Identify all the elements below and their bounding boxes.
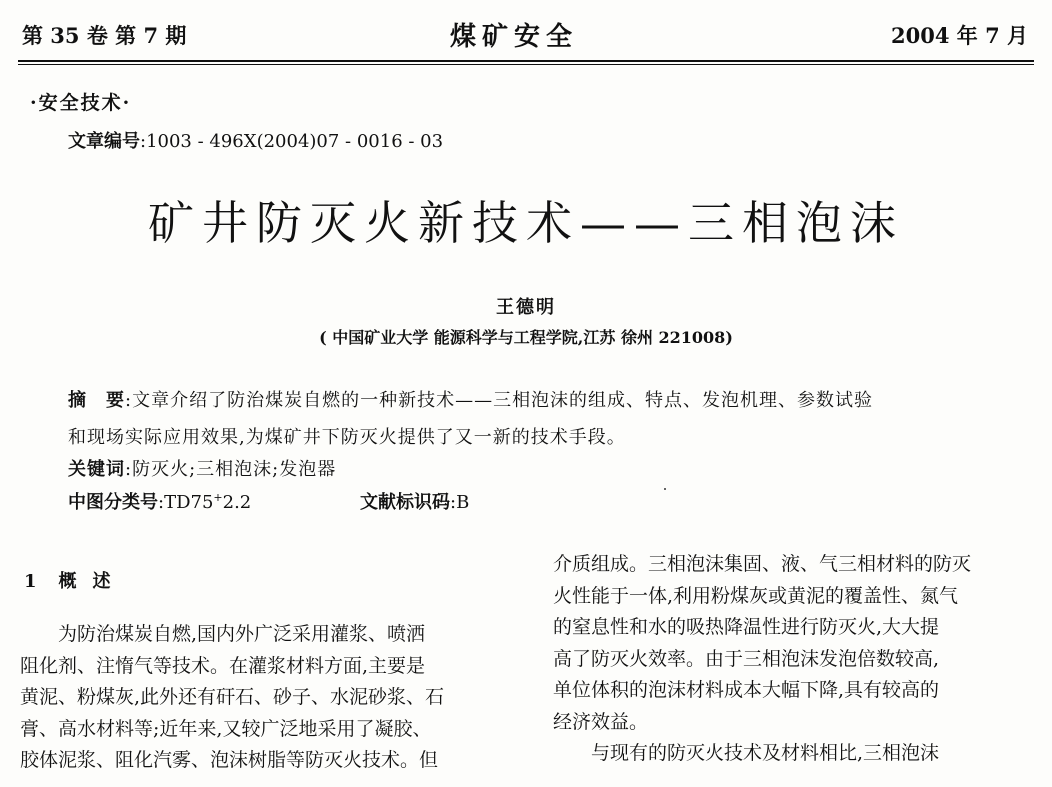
section-title: 概述 [58, 571, 127, 592]
right-line: 的窒息性和水的吸热降温性进行防灭火,大大提 [553, 616, 940, 638]
scan-speck [664, 488, 666, 490]
document-code-value: :B [450, 492, 470, 513]
article-number-value: :1003 - 496X(2004)07 - 0016 - 03 [140, 131, 444, 152]
right-line: 与现有的防灭火技术及材料相比,三相泡沫 [553, 742, 940, 764]
classification-sup: + [213, 491, 223, 504]
header-rule-thin [18, 64, 1034, 65]
left-line: 阻化剂、注惰气等技术。在灌浆材料方面,主要是 [20, 654, 426, 677]
classification-value: :TD75 [158, 492, 214, 513]
left-line: 膏、高水材料等;近年来,又较广泛地采用了凝胶、 [20, 717, 432, 740]
classification [68, 488, 251, 514]
abstract-label: 摘 要 [68, 390, 125, 411]
abstract-line-2: 和现场实际应用效果,为煤矿井下防灭火提供了又一新的技术手段。 [68, 427, 626, 448]
section-tag: ·安全技术· [30, 92, 132, 114]
author: 王德明 [496, 297, 556, 318]
right-line: 单位体积的泡沫材料成本大幅下降,具有较高的 [553, 679, 940, 701]
keywords [68, 455, 336, 481]
right-column [553, 549, 1023, 770]
article-number [68, 127, 443, 153]
header-rule-thick [18, 60, 1034, 62]
classification-suffix: 2.2 [222, 492, 252, 513]
affiliation: ( 中国矿业大学 能源科学与工程学院,江苏 徐州 221008) [319, 328, 733, 347]
left-line: 黄泥、粉煤灰,此外还有矸石、砂子、水泥砂浆、石 [20, 686, 445, 708]
keywords-value: :防灭火;三相泡沫;发泡器 [125, 459, 337, 480]
right-line: 高了防灭火效率。由于三相泡沫发泡倍数较高, [553, 647, 940, 670]
journal-date: 2004 年 7 月 [891, 23, 1028, 48]
document-code-label: 文献标识码 [360, 492, 450, 513]
journal-issue: 第 35 卷 第 7 期 [22, 23, 187, 48]
left-line: 胶体泥浆、阻化汽雾、泡沫树脂等防灭火技术。但 [20, 749, 439, 771]
section-heading [24, 567, 127, 593]
left-line: 为防治煤炭自燃,国内外广泛采用灌浆、喷洒 [20, 623, 426, 645]
paper-title: 矿井防灭火新技术——三相泡沫 [148, 196, 904, 250]
abstract-text-1: :文章介绍了防治煤炭自燃的一种新技术——三相泡沫的组成、特点、发泡机理、参数试验 [125, 390, 874, 411]
right-line: 介质组成。三相泡沫集固、液、气三相材料的防灭 [553, 553, 972, 575]
right-line: 经济效益。 [553, 710, 649, 733]
keywords-label: 关键词 [68, 459, 125, 480]
right-line: 火性能于一体,利用粉煤灰或黄泥的覆盖性、氮气 [553, 584, 959, 607]
left-column [20, 619, 496, 777]
classification-label: 中图分类号 [68, 492, 158, 513]
section-number: 1 [24, 571, 37, 592]
document-code [360, 488, 469, 514]
journal-name: 煤矿安全 [450, 22, 579, 52]
article-number-label: 文章编号 [68, 131, 140, 152]
abstract-line-1 [68, 386, 873, 412]
